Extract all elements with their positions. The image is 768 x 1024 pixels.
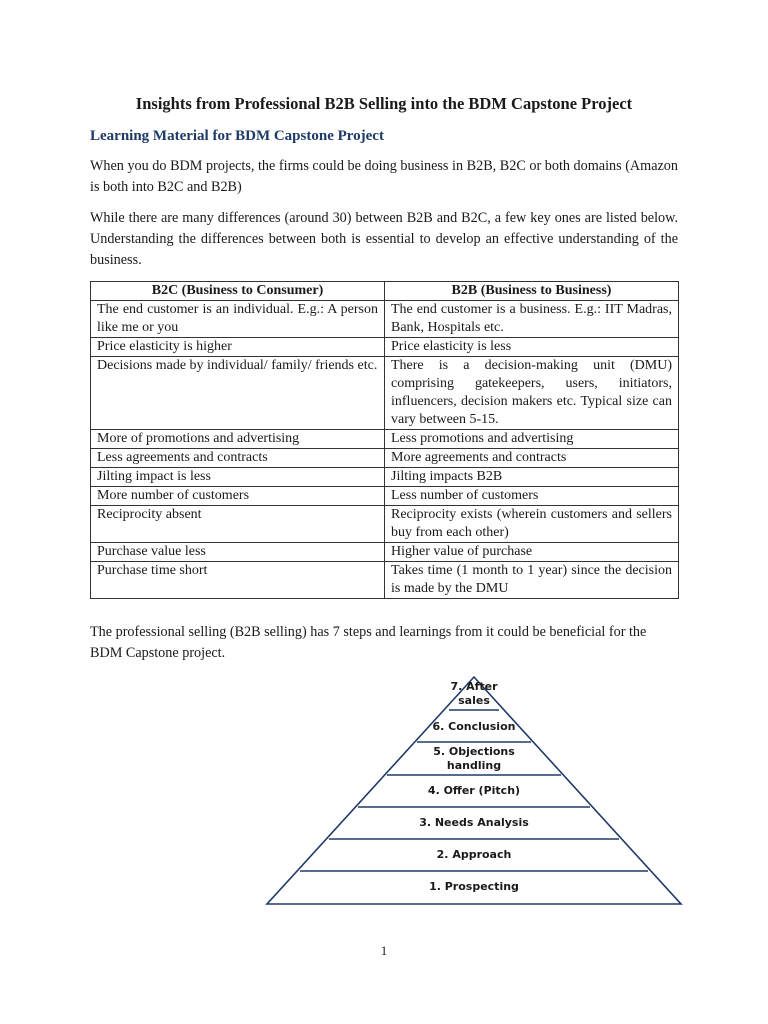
cell-b2b: Price elasticity is less	[385, 338, 679, 357]
cell-b2c: More number of customers	[91, 487, 385, 506]
table-row	[91, 301, 679, 338]
cell-b2b: There is a decision-making unit (DMU) comprising gatekeepers, users, initiators, influencers, decision makers etc. Typical size can vary between 5-15.	[385, 357, 679, 430]
page-title: Insights from Professional B2B Selling into the BDM Capstone Project	[135, 94, 633, 113]
table-row	[91, 357, 679, 430]
cell-b2b: Takes time (1 month to 1 year) since the decision is made by the DMU	[385, 562, 679, 599]
table-row	[91, 430, 679, 449]
step-4-label: 4. Offer (Pitch)	[427, 784, 521, 797]
cell-b2b: Higher value of purchase	[385, 543, 679, 562]
step-1-label: 1. Prospecting	[429, 880, 519, 893]
cell-b2c: Purchase time short	[91, 562, 385, 599]
table-row	[91, 468, 679, 487]
cell-b2c: More of promotions and advertising	[91, 430, 385, 449]
table-row	[91, 543, 679, 562]
cell-b2b: The end customer is a business. E.g.: IIT Madras, Bank, Hospitals etc.	[385, 301, 679, 338]
table-row	[91, 449, 679, 468]
step-3-label: 3. Needs Analysis	[419, 816, 529, 829]
cell-b2c: Jilting impact is less	[91, 468, 385, 487]
table-row	[91, 506, 679, 543]
section-subtitle: Learning Material for BDM Capstone Project	[90, 128, 384, 144]
header-b2b: B2B (Business to Business)	[385, 282, 679, 301]
cell-b2b: Less number of customers	[385, 487, 679, 506]
b2c-b2b-comparison-table	[90, 281, 679, 599]
table-row	[91, 338, 679, 357]
step-6-label: 6. Conclusion	[432, 720, 516, 733]
intro-paragraph: When you do BDM projects, the firms could be doing business in B2B, B2C or both domains (Amazon is both into B2C and B2B)	[90, 158, 678, 195]
cell-b2c: Price elasticity is higher	[91, 338, 385, 357]
table-row	[91, 562, 679, 599]
cell-b2b: Reciprocity exists (wherein customers and sellers buy from each other)	[385, 506, 679, 543]
cell-b2c: Purchase value less	[91, 543, 385, 562]
cell-b2c: Decisions made by individual/ family/ friends etc.	[91, 357, 385, 430]
step-2-label: 2. Approach	[436, 848, 512, 861]
cell-b2c: Reciprocity absent	[91, 506, 385, 543]
step-7-label-line2: sales	[458, 694, 490, 707]
table-header-row	[91, 282, 679, 301]
step-5-label-line2: handling	[446, 759, 502, 772]
cell-b2b: More agreements and contracts	[385, 449, 679, 468]
cell-b2b: Jilting impacts B2B	[385, 468, 679, 487]
cell-b2c: Less agreements and contracts	[91, 449, 385, 468]
step-7-label-line1: 7. After	[450, 680, 498, 693]
table-row	[91, 487, 679, 506]
step-5-label-line1: 5. Objections	[433, 745, 515, 758]
selling-steps-pyramid	[265, 675, 683, 907]
cell-b2b: Less promotions and advertising	[385, 430, 679, 449]
page-number: 1	[380, 943, 388, 958]
selling-steps-paragraph: The professional selling (B2B selling) has 7 steps and learnings from it could be beneficial for the BDM Capstone project.	[90, 624, 647, 661]
cell-b2c: The end customer is an individual. E.g.: A person like me or you	[91, 301, 385, 338]
differences-paragraph: While there are many differences (around 30) between B2B and B2C, a few key ones are listed below. Understanding the differences between both is essential to develop an effective understanding of the business.	[90, 210, 678, 268]
header-b2c: B2C (Business to Consumer)	[91, 282, 385, 301]
